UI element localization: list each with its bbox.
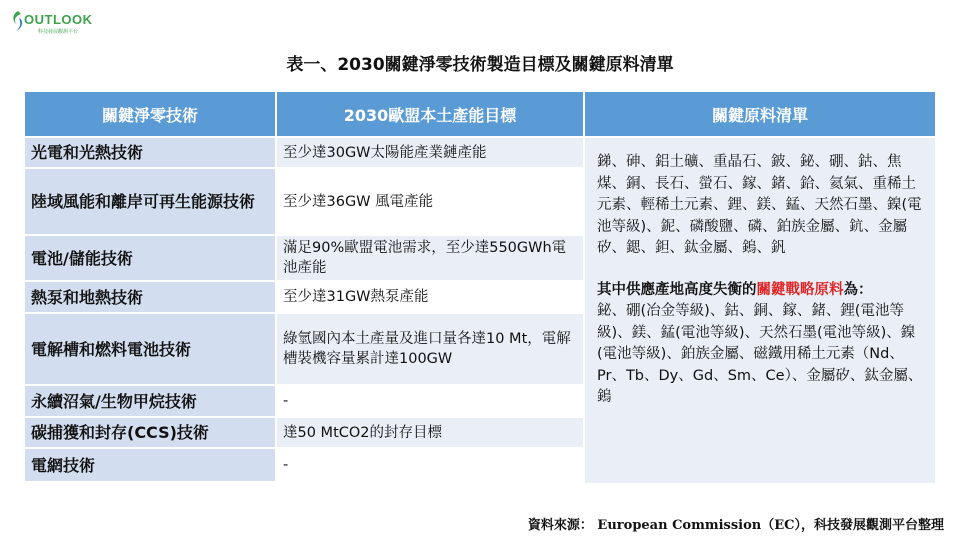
materials-list: 銻、砷、鋁土礦、重晶石、鈹、鉍、硼、鈷、焦煤、銅、長石、螢石、鎵、鍺、鉿、氦氣、重稀土元素、輕稀土元素、鋰、鎂、錳、天然石墨、鎳(電池等級)、鈮、磷酸鹽、磷、鉑族金屬、鈧、金屬矽、鍶、鉭、鈦金屬、鎢、釩 [597,154,922,256]
net-zero-table [25,92,935,483]
tech-cell: 電解槽和燃料電池技術 [25,314,277,386]
target-cell: 至少達31GW熱泵產能 [277,282,585,314]
target-cell: 滿足90%歐盟電池需求，至少達550GWh電池產能 [277,236,585,282]
strategic-heading-prefix: 其中供應產地高度失衡的 [597,281,757,298]
strategic-materials-list: 鉍、硼(冶金等級)、鈷、銅、鎵、鍺、鋰(電池等級)、鎂、錳(電池等級)、天然石墨(電池等級)、鎳(電池等級)、鉑族金屬、磁鐵用稀土元素（Nd、Pr、Tb、Dy、Gd、Sm、Ce）、金屬矽、鈦金屬、鎢 [597,303,923,405]
tech-cell: 碳捕獲和封存(CCS)技術 [25,418,277,449]
tech-cell: 陸域風能和離岸可再生能源技術 [25,169,277,236]
target-cell: 至少達36GW 風電產能 [277,169,585,236]
tech-cell: 光電和光熱技術 [25,138,277,169]
target-cell: - [277,386,585,418]
materials-cell [585,138,935,483]
target-cell: - [277,449,585,483]
table-row [25,138,935,169]
tech-cell: 熱泵和地熱技術 [25,282,277,314]
source-note: 資料來源： European Commission（EC），科技發展觀測平台整理 [527,518,944,533]
target-cell: 達50 MtCO2的封存目標 [277,418,585,449]
outlook-logo [10,8,100,38]
strategic-heading-highlight: 關鍵戰略原料 [756,281,844,298]
target-cell: 至少達30GW太陽能產業鏈產能 [277,138,585,169]
strategic-heading [597,280,925,302]
logo-wordmark: OUTLOOK [24,12,93,27]
tech-cell: 永續沼氣/生物甲烷技術 [25,386,277,418]
tech-cell: 電池/儲能技術 [25,236,277,282]
logo-subtitle: 科技發展觀測平台 [38,29,79,35]
header-materials: 關鍵原料清單 [585,92,935,138]
header-target: 2030歐盟本土產能目標 [277,92,585,138]
header-technology: 關鍵淨零技術 [25,92,277,138]
strategic-heading-suffix: 為： [843,281,873,298]
tech-cell: 電網技術 [25,449,277,483]
target-cell: 綠氫國內本土產量及進口量各達10 Mt，電解槽裝機容量累計達100GW [277,314,585,386]
page-title: 表一、2030關鍵淨零技術製造目標及關鍵原料清單 [286,55,674,75]
